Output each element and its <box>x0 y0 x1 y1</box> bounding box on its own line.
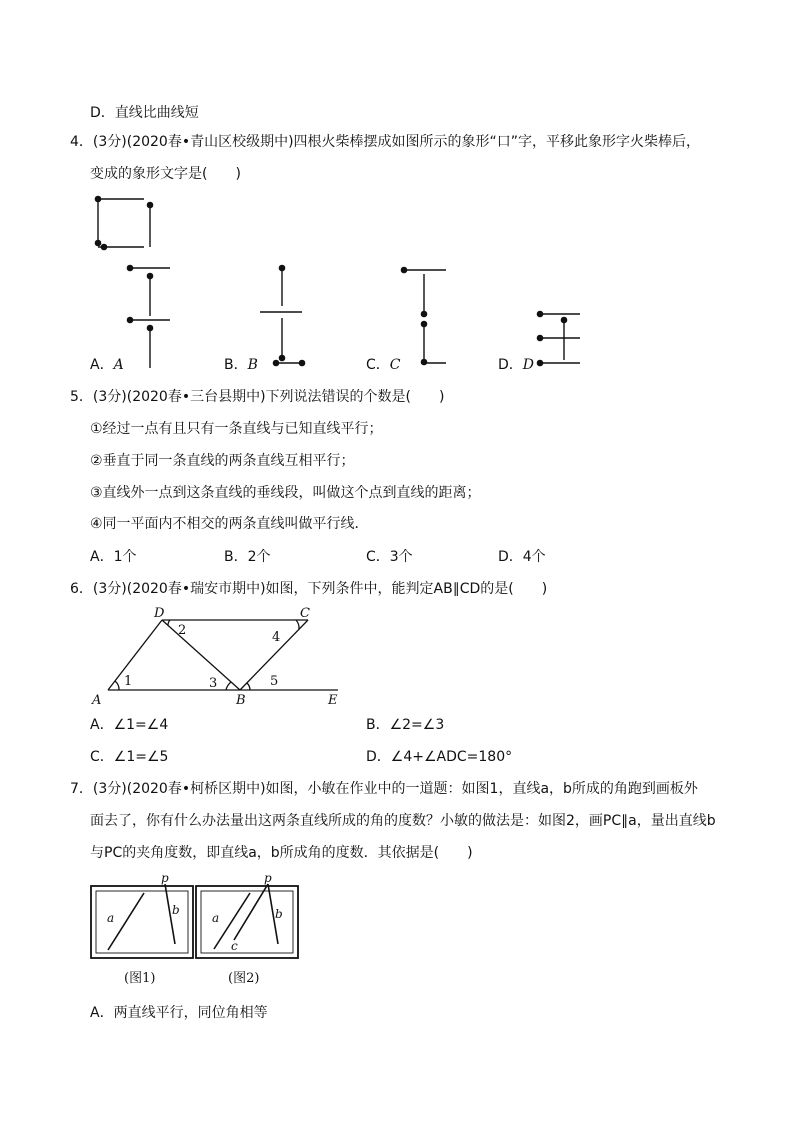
q4-figure-d <box>530 300 586 372</box>
q7-fig2-a-label: a <box>212 911 220 925</box>
q4-figure-a <box>120 262 176 370</box>
q4-option-b[interactable] <box>224 356 258 374</box>
point-d-label: D <box>154 606 165 621</box>
q4-figure-c <box>394 262 450 370</box>
q7-fig1-a-label: a <box>107 911 115 925</box>
q7-stem-line2: 面去了，你有什么办法量出这两条直线所成的角的度数？小敏的做法是：如图2，画PC∥a，量出直线b <box>90 813 716 829</box>
angle-4-label: 4 <box>272 630 281 645</box>
option-letter: A <box>113 357 124 373</box>
q4-option-c[interactable] <box>366 356 401 374</box>
option-prefix: C． <box>366 357 390 373</box>
angle-5-label: 5 <box>270 674 279 689</box>
option-letter: B <box>247 357 258 373</box>
q7-stem-line1: 7．(3分)(2020春•柯桥区期中)如图，小敏在作业中的一道题：如图1，直线a，b所成的角跑到画板外 <box>70 781 698 797</box>
option-prefix: B． <box>224 357 248 373</box>
q4-figure-b <box>254 262 310 370</box>
point-c-label: C <box>300 606 310 621</box>
q5-option-a[interactable]: A．1个 <box>90 549 137 565</box>
q5-option-b[interactable]: B．2个 <box>224 549 271 565</box>
q7-stem-line3: 与PC的夹角度数，即直线a，b所成角的度数．其依据是( ) <box>90 845 473 861</box>
q6-option-b[interactable]: B．∠2=∠3 <box>366 717 445 733</box>
q5-statement-1: ①经过一点有且只有一条直线与已知直线平行； <box>90 421 383 437</box>
q5-stem: 5．(3分)(2020春•三台县期中)下列说法错误的个数是( ) <box>70 389 445 405</box>
q7-fig1-p-label: p <box>161 871 169 885</box>
q5-statement-4: ④同一平面内不相交的两条直线叫做平行线． <box>90 516 369 532</box>
q4-stem-line2: 变成的象形文字是( ) <box>90 166 241 182</box>
q7-fig1-b-label: b <box>172 903 180 917</box>
angle-2-label: 2 <box>178 623 187 638</box>
q3-option-d: D．直线比曲线短 <box>90 105 199 121</box>
q7-caption-1: (图1) <box>124 971 156 986</box>
option-prefix: A． <box>90 357 114 373</box>
q4-option-d[interactable] <box>498 356 534 374</box>
q5-option-c[interactable]: C．3个 <box>366 549 413 565</box>
option-prefix: D． <box>498 357 523 373</box>
angle-3-label: 3 <box>209 676 218 691</box>
q6-option-d[interactable]: D．∠4+∠ADC=180° <box>366 749 513 765</box>
q7-caption-2: (图2) <box>228 971 260 986</box>
q5-option-d[interactable]: D．4个 <box>498 549 546 565</box>
q5-statement-2: ②垂直于同一条直线的两条直线互相平行； <box>90 453 355 469</box>
q5-statement-3: ③直线外一点到这条直线的垂线段，叫做这个点到直线的距离； <box>90 485 481 501</box>
q7-fig2-p-label: p <box>264 871 272 885</box>
q6-parallelogram-figure <box>88 604 358 710</box>
q7-fig2-b-label: b <box>275 907 283 921</box>
q4-stem-line1: 4．(3分)(2020春•青山区校级期中)四根火柴棒摆成如图所示的象形“口”字，平移此象形字火柴棒后， <box>70 134 701 150</box>
point-b-label: B <box>236 693 246 708</box>
angle-1-label: 1 <box>124 674 133 689</box>
option-letter: C <box>389 357 401 373</box>
q7-fig2-c-label: c <box>231 939 238 953</box>
q6-option-a[interactable]: A．∠1=∠4 <box>90 717 169 733</box>
q4-option-a[interactable] <box>90 356 124 374</box>
q6-option-c[interactable]: C．∠1=∠5 <box>90 749 169 765</box>
option-letter: D <box>522 357 535 373</box>
q4-kou-figure <box>88 195 160 253</box>
point-e-label: E <box>328 693 338 708</box>
point-a-label: A <box>92 693 102 708</box>
q7-option-a[interactable]: A．两直线平行，同位角相等 <box>90 1005 268 1021</box>
q7-drawing-boards-figure <box>88 870 302 992</box>
q6-stem: 6．(3分)(2020春•瑞安市期中)如图，下列条件中，能判定AB∥CD的是( ) <box>70 581 548 597</box>
